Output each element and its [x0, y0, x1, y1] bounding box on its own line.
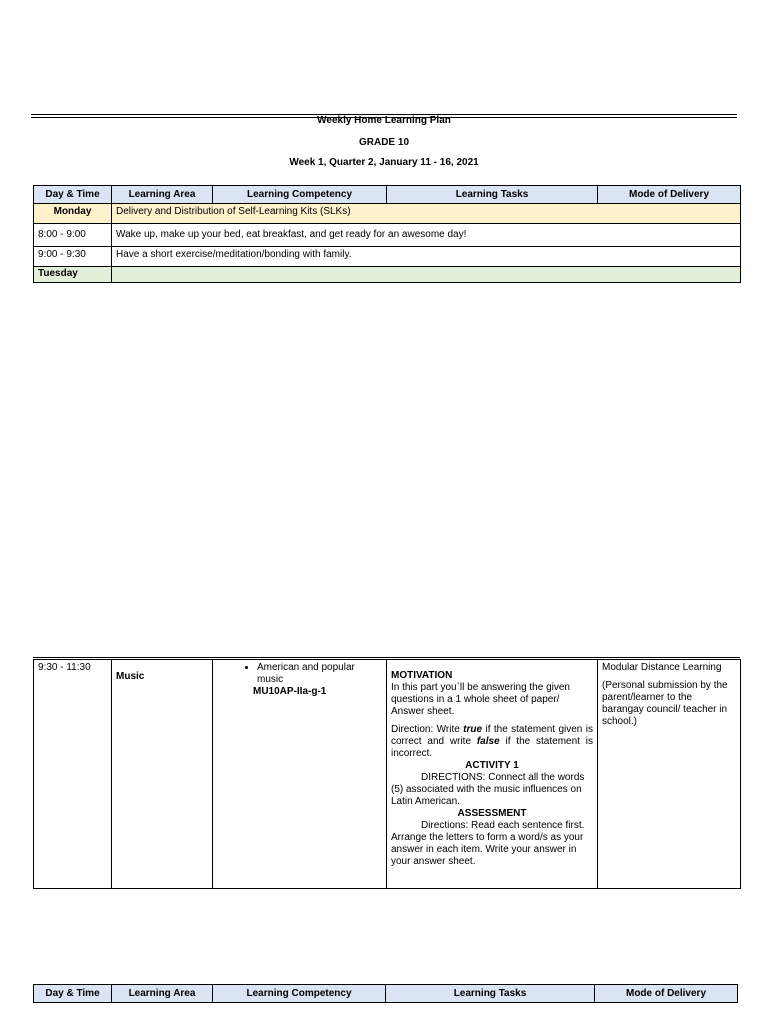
- tuesday-label: Tuesday: [34, 267, 112, 283]
- music-mode-cell: [598, 660, 741, 889]
- music-table: [33, 659, 741, 889]
- competency-code: MU10AP-IIa-g-1: [253, 686, 327, 697]
- col-header-day-time: Day & Time: [34, 985, 112, 1003]
- false-keyword: false: [476, 736, 500, 747]
- mode-label: Modular Distance Learning: [602, 662, 722, 673]
- assessment-text: Directions: Read each sentence first. Arrange the letters to form a word/s as your answer in each item. Write your answer in your answer sheet.: [391, 820, 585, 867]
- row-time: 9:00 - 9:30: [34, 247, 112, 267]
- assessment-heading: ASSESSMENT: [457, 808, 527, 819]
- table-row: [34, 660, 741, 889]
- direction-text: Direction: Write true if the statement given is correct and write false if the statement is incorrect.: [391, 724, 593, 759]
- header-row: [34, 985, 738, 1003]
- activity-heading: ACTIVITY 1: [465, 760, 519, 771]
- music-area: Music: [112, 660, 213, 889]
- monday-row: [34, 204, 741, 224]
- mode-note: (Personal submission by the parent/learner to the barangay council/ teacher in school.): [602, 680, 728, 727]
- col-header-learning-competency: Learning Competency: [213, 985, 386, 1003]
- true-keyword: true: [463, 724, 483, 735]
- motivation-text: In this part you`ll be answering the given questions in a 1 whole sheet of paper/ Answer sheet.: [391, 682, 570, 717]
- col-header-learning-tasks: Learning Tasks: [387, 186, 598, 204]
- competency-item: • American and popular music: [257, 662, 382, 686]
- activity-text: DIRECTIONS: Connect all the words (5) associated with the music influences on Latin American.: [391, 772, 585, 807]
- monday-label: Monday: [34, 204, 112, 224]
- row-time: 8:00 - 9:00: [34, 224, 112, 247]
- grade-label: GRADE 10: [358, 137, 409, 148]
- section-rule: [33, 657, 740, 658]
- monday-text: Delivery and Distribution of Self-Learning Kits (SLKs): [112, 204, 741, 224]
- col-header-learning-area: Learning Area: [112, 985, 213, 1003]
- week-label: Week 1, Quarter 2, January 11 - 16, 2021: [289, 157, 479, 168]
- next-table-header: [33, 984, 738, 1003]
- music-competency-cell: [213, 660, 387, 889]
- music-time: 9:30 - 11:30: [34, 660, 112, 889]
- tuesday-row: [34, 267, 741, 283]
- motivation-heading: MOTIVATION: [391, 670, 453, 681]
- row-activity: Have a short exercise/meditation/bonding with family.: [112, 247, 741, 267]
- table-row: [34, 224, 741, 247]
- col-header-mode-of-delivery: Mode of Delivery: [595, 985, 738, 1003]
- col-header-day-time: Day & Time: [34, 186, 112, 204]
- document-title: Weekly Home Learning Plan: [317, 115, 451, 126]
- col-header-learning-competency: Learning Competency: [213, 186, 387, 204]
- tuesday-empty: [112, 267, 741, 283]
- music-tasks-cell: [387, 660, 598, 889]
- schedule-table: [33, 185, 741, 283]
- col-header-learning-area: Learning Area: [112, 186, 213, 204]
- row-activity: Wake up, make up your bed, eat breakfast, and get ready for an awesome day!: [112, 224, 741, 247]
- header-row: [34, 186, 741, 204]
- table-row: [34, 247, 741, 267]
- col-header-mode-of-delivery: Mode of Delivery: [598, 186, 741, 204]
- col-header-learning-tasks: Learning Tasks: [386, 985, 595, 1003]
